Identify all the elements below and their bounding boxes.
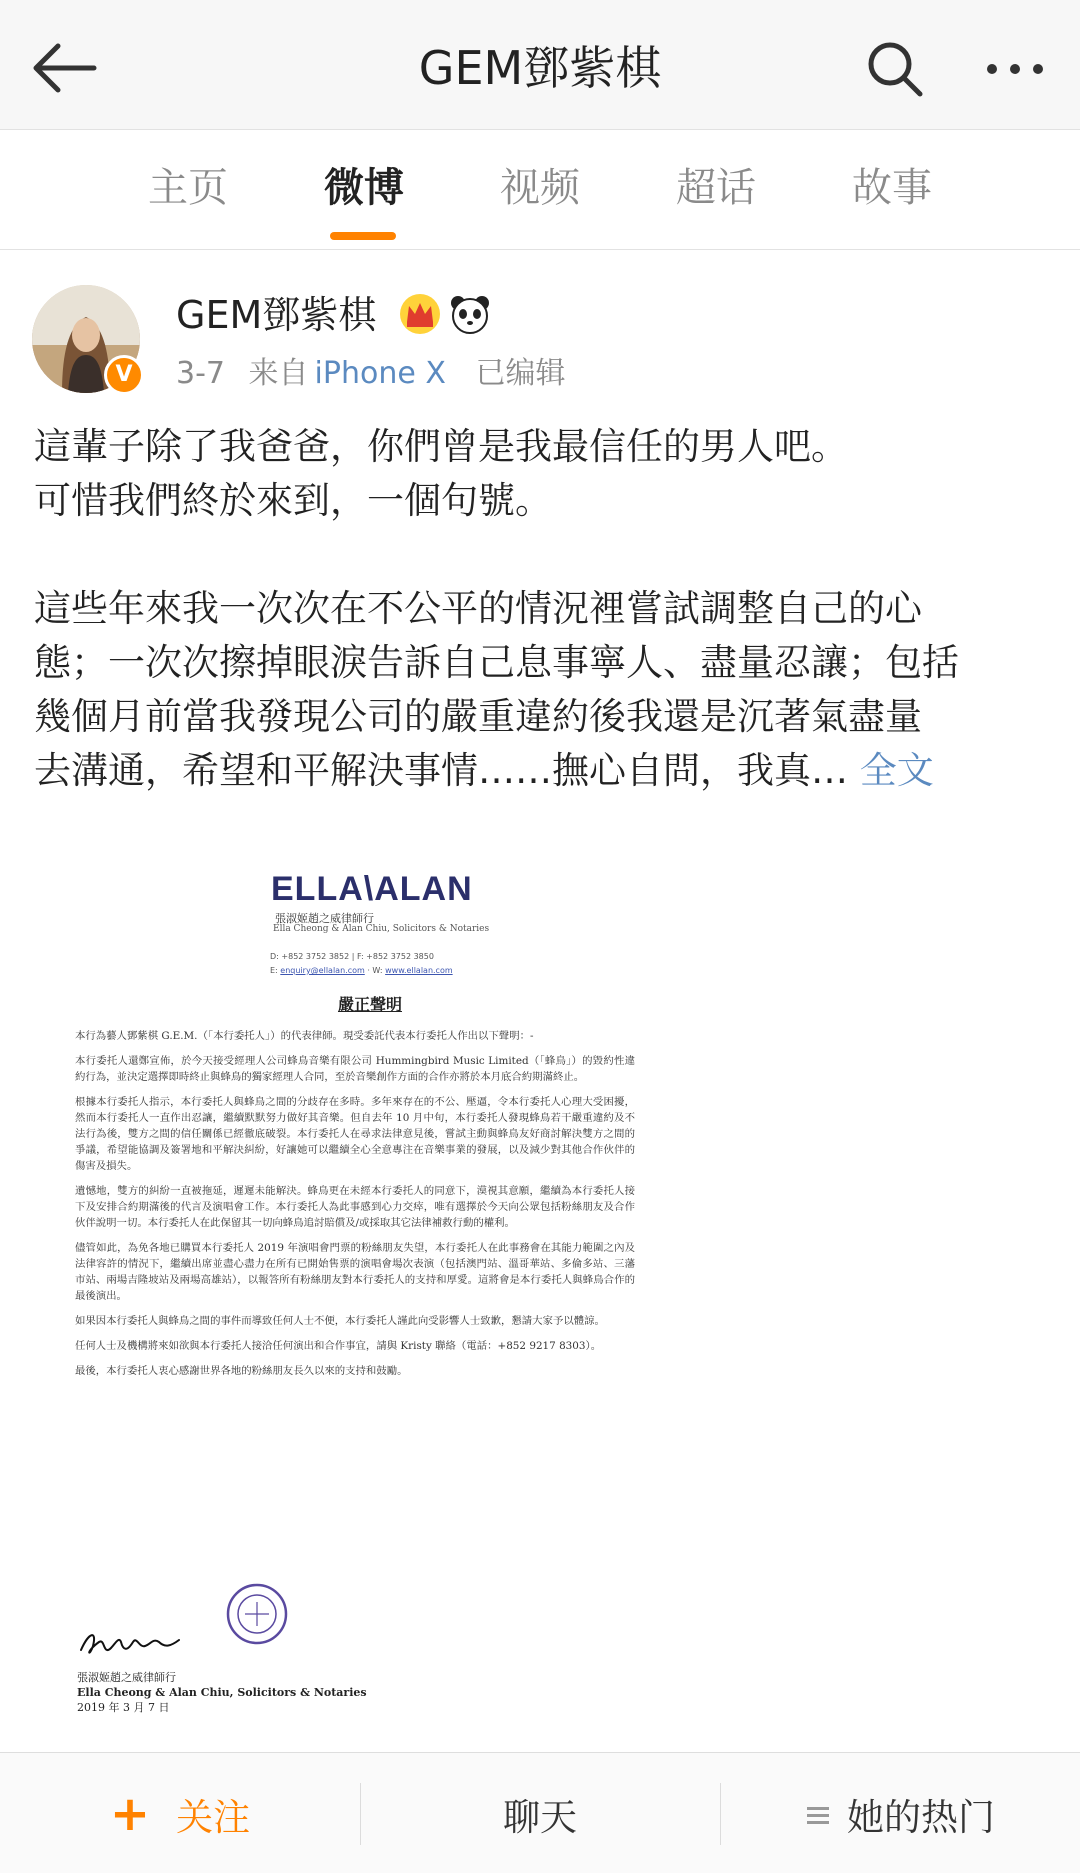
web-label: W: bbox=[372, 966, 383, 975]
tab-super-topic[interactable]: 超话 bbox=[676, 165, 756, 211]
full-text-link[interactable]: 全文 bbox=[859, 749, 934, 792]
post-meta bbox=[176, 354, 579, 394]
list-icon bbox=[805, 1792, 831, 1835]
law-firm-contact bbox=[270, 950, 453, 978]
post-line-last bbox=[34, 744, 1050, 798]
statement-paragraph: 如果因本行委托人與蜂鳥之間的事件而導致任何人士不便，本行委托人謹此向受影響人士致歉，懇請大家予以體諒。 bbox=[75, 1315, 605, 1327]
post-date: 3-7 bbox=[176, 356, 225, 391]
statement-footer bbox=[77, 1670, 367, 1715]
chat-label: 聊天 bbox=[503, 1795, 577, 1839]
post-line: 幾個月前當我發現公司的嚴重違約後我還是沉著氣盡量 bbox=[34, 695, 922, 738]
post-line: 這輩子除了我爸爸，你們曾是我最信任的男人吧。 bbox=[34, 425, 848, 468]
post-body bbox=[34, 420, 1050, 798]
her-hot-posts-button[interactable] bbox=[720, 1753, 1080, 1873]
statement-paragraph: 遺憾地，雙方的糾紛一直被拖延，遲遲未能解決。蜂鳥更在未經本行委托人的同意下，漠視其意願，繼續為本行委托人接下及安排合約期滿後的代言及演唱會工作。本行委托人為此事感到心力交瘁，唯有選擇於今天向公眾包括粉絲朋友及合作伙伴說明一切。本行委托人在此保留其一切向蜂鳥追討賠償及/或採取其它法律補救行動的權利。 bbox=[75, 1185, 635, 1229]
bottom-action-bar bbox=[0, 1752, 1080, 1873]
more-options-icon[interactable] bbox=[980, 36, 1050, 102]
post-author-name[interactable]: GEM鄧紫棋 bbox=[176, 293, 377, 337]
law-firm-name-en: Ella Cheong & Alan Chiu, Solicitors & Notaries bbox=[273, 924, 490, 934]
active-tab-indicator bbox=[330, 232, 396, 240]
statement-paragraph: 最後，本行委托人衷心感謝世界各地的粉絲朋友長久以來的支持和鼓勵。 bbox=[75, 1365, 408, 1377]
panda-icon bbox=[448, 292, 492, 336]
tab-video[interactable]: 视频 bbox=[500, 165, 580, 211]
statement-paragraph: 根據本行委托人指示，本行委托人與蜂鳥之間的分歧存在多時。多年來存在的不公、壓逼，令本行委托人心理大受困擾，然而本行委托人一直作出忍讓，繼續默默努力做好其音樂。但自去年 10 月中旬，本行委托人發現蜂鳥若干嚴重違約及不法行為後，雙方之間的信任關係已經徹底破裂。本行委托人在尋求法律意見後，嘗試主動與蜂鳥友好商討解決雙方之間的爭議，希望能協調及簽署地和平解決糾紛，好讓她可以繼續全心全意專注在音樂事業的發展，以及減少對其他合作伙伴的傷害及損失。 bbox=[75, 1096, 635, 1172]
statement-paragraph: 儘管如此，為免各地已購買本行委托人 2019 年演唱會門票的粉絲朋友失望，本行委托人在此事務會在其能力範圍之內及法律容許的情況下，繼續出席並盡心盡力在所有已開始售票的演唱會場次表演（包括澳門站、溫哥華站、多倫多站、三藩市站、兩場吉隆坡站及兩場高雄站），以報答所有粉絲朋友對本行委托人的支持和厚愛。這將會是本行委托人與蜂鳥合作的最後演出。 bbox=[75, 1242, 635, 1302]
statement-body bbox=[75, 1028, 635, 1388]
post-line: 去溝通，希望和平解決事情……撫心自問，我真… bbox=[34, 749, 848, 792]
statement-paragraph: 本行委托人還鄭宣佈，於今天接受經理人公司蜂鳥音樂有限公司 Hummingbird Music Limited（「蜂鳥」）的毀約性違約行為，並決定選擇即時終止與蜂鳥的獨家經理人合同，至於音樂創作方面的合作亦將於本月底合約期滿終止。 bbox=[75, 1055, 635, 1083]
verified-badge-icon: V bbox=[104, 355, 144, 395]
crown-icon bbox=[398, 292, 442, 336]
statement-paragraph: 本行為藝人鄧紫棋 G.E.M.（「本行委托人」）的代表律師。現受委託代表本行委托人作出以下聲明：- bbox=[75, 1030, 534, 1042]
footer-firm-en: Ella Cheong & Alan Chiu, Solicitors & Notaries bbox=[77, 1686, 367, 1699]
profile-tabs bbox=[0, 130, 1080, 250]
hot-label: 她的热门 bbox=[847, 1795, 995, 1839]
email-label: E: bbox=[270, 966, 278, 975]
follow-label: 关注 bbox=[176, 1795, 251, 1839]
post-source-prefix: 来自 bbox=[248, 356, 309, 391]
law-firm-logo: ELLA\ALAN bbox=[271, 870, 473, 908]
web-link: www.ellalan.com bbox=[385, 966, 453, 975]
top-navigation-bar bbox=[0, 0, 1080, 130]
post-image-legal-statement[interactable] bbox=[75, 860, 665, 1730]
footer-date: 2019 年 3 月 7 日 bbox=[77, 1701, 170, 1714]
post-source-device[interactable]: iPhone X bbox=[314, 356, 446, 391]
chat-button[interactable] bbox=[360, 1753, 720, 1873]
post-line: 態；一次次擦掉眼淚告訴自己息事寧人、盡量忍讓；包括 bbox=[34, 641, 959, 684]
statement-heading: 嚴正聲明 bbox=[337, 995, 402, 1014]
email-link: enquiry@ellalan.com bbox=[280, 966, 365, 975]
edited-label: 已编辑 bbox=[475, 356, 566, 391]
follow-button[interactable] bbox=[0, 1753, 360, 1873]
law-firm-seal-icon bbox=[225, 1582, 289, 1646]
statement-paragraph: 任何人士及機構將來如欲與本行委托人接洽任何演出和合作事宜，請與 Kristy 聯絡（電話：+852 9217 8303）。 bbox=[75, 1340, 602, 1352]
tab-story[interactable]: 故事 bbox=[852, 165, 932, 211]
post-line: 可惜我們終於來到，一個句號。 bbox=[34, 479, 552, 522]
phone-fax-line: D: +852 3752 3852 | F: +852 3752 3850 bbox=[270, 952, 434, 961]
email-web-line: E: enquiry@ellalan.com · W: www.ellalan.com bbox=[270, 966, 453, 975]
tab-home[interactable]: 主页 bbox=[148, 165, 228, 211]
footer-firm-cn: 張淑姬趙之威律師行 bbox=[77, 1671, 176, 1684]
law-firm-name-cn: 張淑姬趙之威律師行 bbox=[275, 912, 374, 925]
post-line: 這些年來我一次次在不公平的情況裡嘗試調整自己的心 bbox=[34, 587, 922, 630]
page-title: GEM鄧紫棋 bbox=[418, 41, 662, 95]
tab-weibo[interactable]: 微博 bbox=[324, 165, 404, 211]
search-icon[interactable] bbox=[862, 36, 928, 102]
plus-icon: + bbox=[109, 1785, 151, 1842]
